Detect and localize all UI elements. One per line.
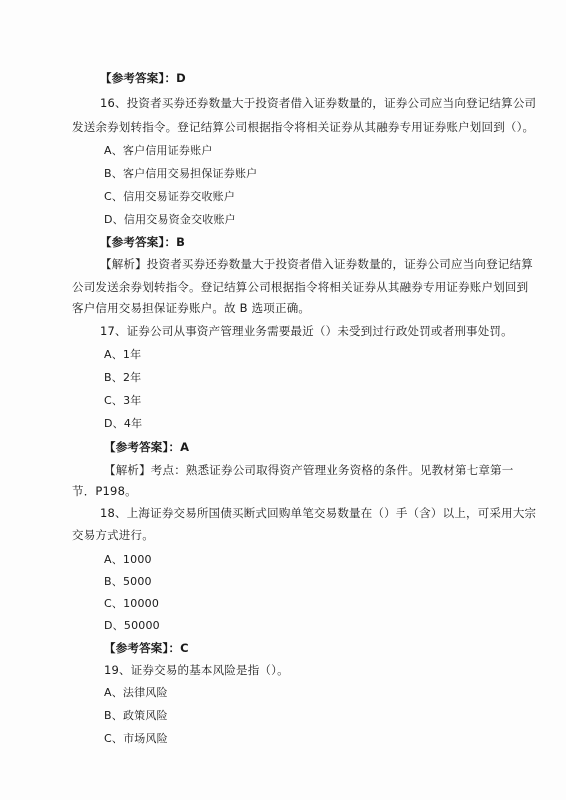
question-16-option-c: C、信用交易证券交收账户 [104, 190, 236, 203]
question-16-line-2: 发送余券划转指令。登记结算公司根据指令将相关证券从其融券专用证券账户划回到（）。 [72, 120, 535, 134]
question-17-option-b: B、2年 [104, 371, 142, 384]
question-19-option-c: C、市场风险 [104, 732, 168, 745]
analysis-16-line-1: 【解析】投资者买券还券数量大于投资者借入证券数量的，证券公司应当向登记结算 [100, 257, 533, 271]
question-18-option-d: D、50000 [104, 619, 160, 632]
question-17-option-c: C、3年 [104, 394, 142, 407]
question-17-option-a: A、1年 [104, 348, 142, 361]
answer-15: 【参考答案】：D [100, 71, 186, 85]
analysis-17-line-2: 节．P198。 [72, 484, 137, 498]
question-18-option-b: B、5000 [104, 575, 152, 588]
question-18-option-a: A、1000 [104, 553, 152, 566]
analysis-16-line-2: 公司发送余券划转指令。登记结算公司根据指令将相关证券从其融券专用证券账户划回到 [72, 280, 529, 294]
question-19-option-a: A、法律风险 [104, 686, 168, 699]
question-16-option-d: D、信用交易资金交收账户 [104, 213, 236, 226]
analysis-16-line-3: 客户信用交易担保证券账户。故 B 选项正确。 [72, 301, 311, 315]
question-16-option-a: A、客户信用证券账户 [104, 144, 213, 157]
question-17-option-d: D、4年 [104, 417, 143, 430]
analysis-17-line-1: 【解析】考点：熟悉证券公司取得资产管理业务资格的条件。见教材第七章第一 [104, 463, 514, 477]
question-19: 19、证券交易的基本风险是指（）。 [104, 663, 289, 677]
question-18-line-2: 交易方式进行。 [72, 528, 154, 542]
question-18-option-c: C、10000 [104, 597, 160, 610]
answer-16: 【参考答案】：B [100, 235, 186, 249]
answer-17: 【参考答案】：A [104, 440, 190, 454]
question-16-line-1: 16、投资者买券还券数量大于投资者借入证券数量的，证券公司应当向登记结算公司 [100, 96, 537, 110]
question-17: 17、证券公司从事资产管理业务需要最近（）未受到过行政处罚或者刑事处罚。 [100, 324, 513, 338]
answer-18: 【参考答案】：C [104, 641, 189, 655]
question-16-option-b: B、客户信用交易担保证券账户 [104, 167, 258, 180]
question-19-option-b: B、政策风险 [104, 709, 168, 722]
question-18-line-1: 18、上海证券交易所国债买断式回购单笔交易数量在（）手（含）以上，可采用大宗 [100, 506, 537, 520]
